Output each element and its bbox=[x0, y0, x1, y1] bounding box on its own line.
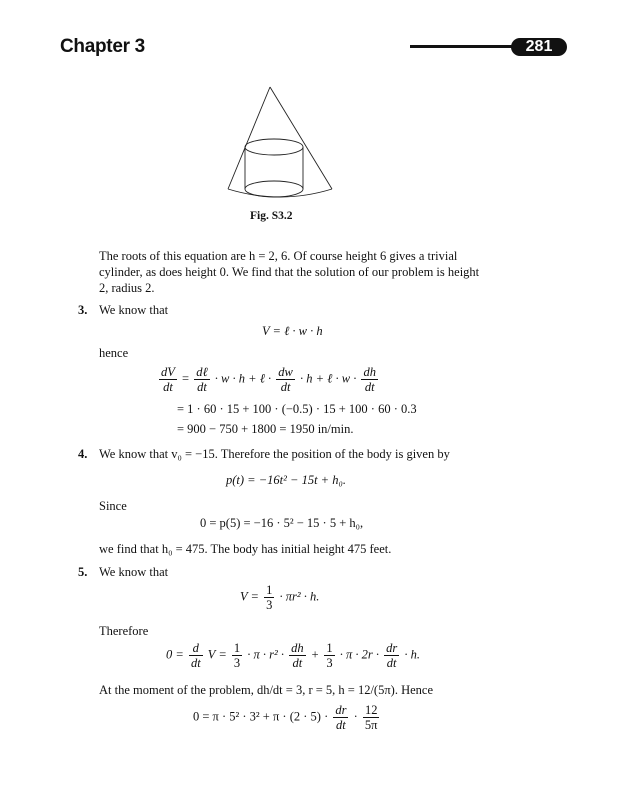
frac-den: dt bbox=[163, 380, 173, 394]
item-4-text: We know that v₀ = −15. Therefore the position of the body is given by bbox=[99, 447, 450, 461]
item-3-number: 3. bbox=[78, 303, 88, 317]
cone-base-arc bbox=[228, 189, 332, 197]
eq-part: · bbox=[353, 709, 358, 724]
eq-part: · π · 2r · bbox=[339, 647, 379, 662]
eq-part: V = bbox=[207, 647, 227, 662]
item-4-since: Since bbox=[99, 499, 127, 513]
intro-paragraph bbox=[99, 248, 509, 296]
frac-den: 3 bbox=[266, 598, 273, 612]
item-3-hence: hence bbox=[99, 346, 129, 360]
item-5-final-equation bbox=[193, 703, 381, 732]
eq-part: 0 = bbox=[166, 647, 184, 662]
frac-den: 5π bbox=[364, 718, 378, 732]
cone-right-edge bbox=[270, 87, 332, 189]
frac-num: dℓ bbox=[196, 365, 208, 379]
chapter-title: Chapter 3 bbox=[60, 36, 145, 57]
frac-den: 3 bbox=[326, 656, 333, 670]
cylinder-bottom bbox=[245, 181, 303, 197]
frac-num: dr bbox=[335, 703, 347, 717]
frac-den: dt bbox=[386, 656, 397, 670]
item-4-number: 4. bbox=[78, 447, 88, 461]
item-5-number: 5. bbox=[78, 565, 88, 579]
cylinder-top bbox=[245, 139, 303, 155]
term-text: · h + ℓ · w · bbox=[300, 371, 357, 386]
item-3-equation-1: V = ℓ · w · h bbox=[262, 324, 323, 338]
item-5-derivative-equation bbox=[166, 641, 420, 670]
intro-line-2: cylinder, as does height 0. We find that the solution of our problem is height bbox=[99, 265, 480, 279]
frac-den: dt bbox=[190, 656, 201, 670]
eq-part: 0 = π · 5² · 3² + π · (2 · 5) · bbox=[193, 709, 329, 724]
frac-den: 3 bbox=[233, 656, 241, 670]
eq-part: · π · r² · bbox=[247, 647, 285, 662]
frac-den: dt bbox=[292, 656, 303, 670]
item-5-moment-text: At the moment of the problem, dh/dt = 3, r = 5, h = 12/(5π). Hence bbox=[99, 683, 433, 697]
eq-lhs: V = bbox=[240, 589, 259, 604]
eq-rest: · πr² · h. bbox=[279, 589, 320, 604]
item-4-equation-1: p(t) = −16t² − 15t + h₀. bbox=[226, 473, 346, 487]
frac-num: d bbox=[189, 641, 203, 656]
item-5-volume-equation bbox=[240, 583, 319, 612]
item-5-text: We know that bbox=[99, 565, 169, 579]
item-3-equation-3: = 1 · 60 · 15 + 100 · (−0.5) · 15 + 100 · 60 · 0.3 bbox=[177, 402, 417, 416]
frac-den: dt bbox=[336, 718, 346, 732]
frac-num: dw bbox=[278, 365, 293, 379]
frac-den: dt bbox=[280, 380, 291, 394]
page-number-badge: 281 bbox=[511, 38, 567, 56]
frac-num: 12 bbox=[363, 703, 380, 718]
frac-num: dh bbox=[363, 365, 376, 379]
item-3-equation-4: = 900 − 750 + 1800 = 1950 in/min. bbox=[177, 422, 354, 436]
item-4-equation-2: 0 = p(5) = −16 · 5² − 15 · 5 + h₀, bbox=[200, 516, 364, 530]
item-4-conclusion: we find that h₀ = 475. The body has initial height 475 feet. bbox=[99, 542, 392, 556]
intro-line-1: The roots of this equation are h = 2, 6. Of course height 6 gives a trivial bbox=[99, 249, 458, 263]
item-5-therefore: Therefore bbox=[99, 624, 149, 638]
cone-cylinder-figure bbox=[222, 85, 342, 205]
frac-num: dV bbox=[161, 365, 175, 379]
eq-part: · h. bbox=[404, 647, 420, 662]
term-text: · w · h + ℓ · bbox=[214, 371, 272, 386]
frac-num: dr bbox=[386, 641, 398, 655]
eq-part: + bbox=[310, 647, 320, 662]
cone-left-edge bbox=[228, 87, 270, 189]
item-3-text: We know that bbox=[99, 303, 169, 317]
frac-den: dt bbox=[197, 380, 207, 394]
figure-caption: Fig. S3.2 bbox=[250, 210, 293, 222]
intro-line-3: 2, radius 2. bbox=[99, 281, 155, 295]
frac-num: dh bbox=[291, 641, 304, 655]
header-rule bbox=[410, 45, 522, 48]
frac-num: 1 bbox=[233, 641, 241, 655]
frac-den: dt bbox=[364, 380, 375, 394]
frac-num: 1 bbox=[326, 641, 333, 655]
frac-num: 1 bbox=[266, 583, 273, 597]
item-3-derivative-equation: $\frac{dV}{dt}$ = $\frac{\text{dℓ}}{dt}$ · w · h + ℓ · $\frac{dw}{dt}$ · h + ℓ · w · $\frac{dh}{dt}$ bbox=[161, 365, 376, 394]
